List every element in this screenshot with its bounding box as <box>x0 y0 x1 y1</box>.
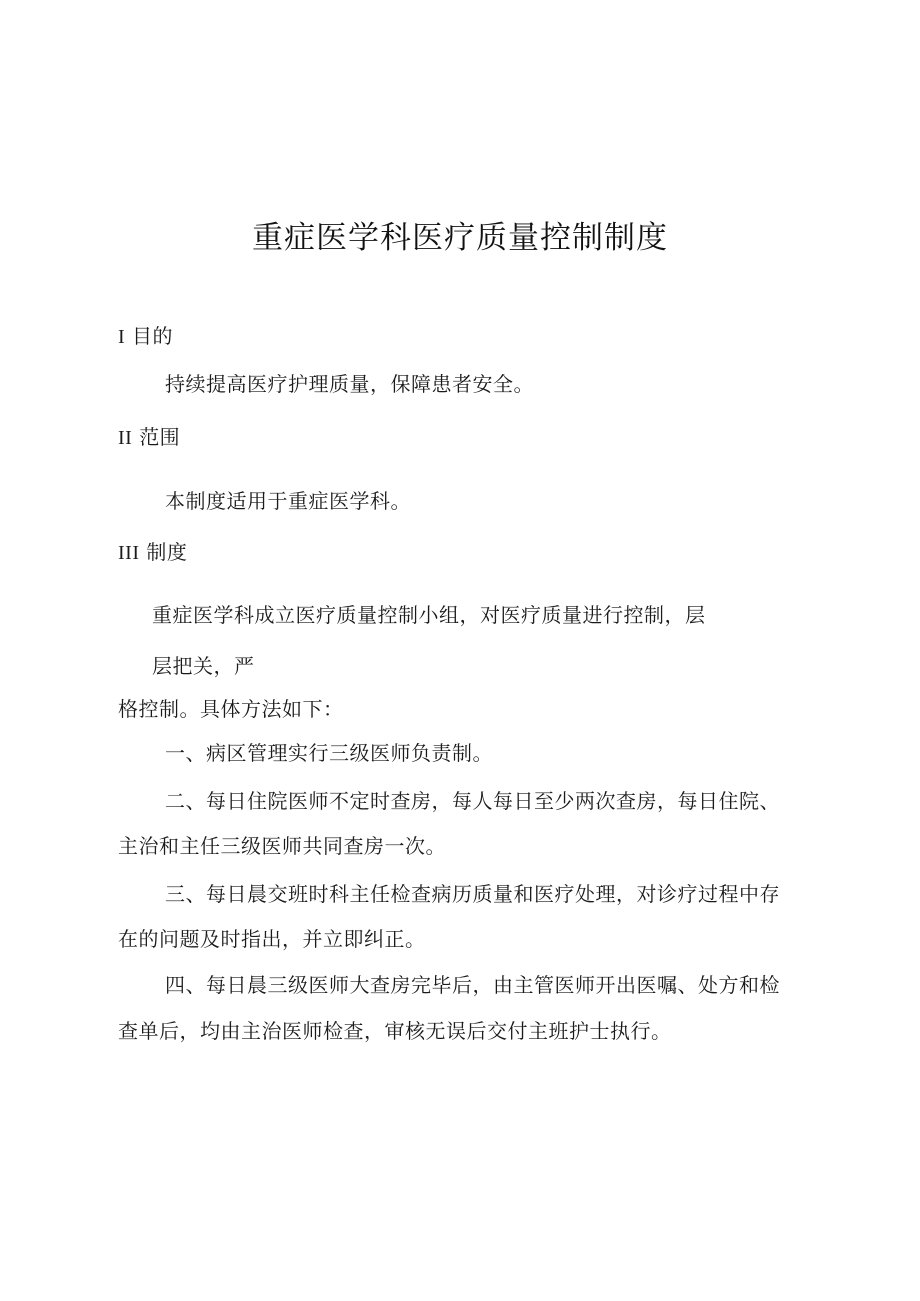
section-number: III <box>118 542 140 564</box>
policy-item-2: 二、每日住院医师不定时查房，每人每日至少两次查房，每日住院、 <box>165 789 780 813</box>
section-heading-policy <box>118 540 187 565</box>
section-body-scope: 本制度适用于重症医学科。 <box>165 489 411 513</box>
section-heading-scope <box>118 425 180 450</box>
policy-item-2-continued: 主治和主任三级医师共同查房一次。 <box>118 834 446 858</box>
document-title: 重症医学科医疗质量控制制度 <box>252 220 668 256</box>
section-heading-text: 范围 <box>139 425 181 449</box>
section-heading-text: 制度 <box>146 540 188 564</box>
policy-intro-line: 格控制。具体方法如下： <box>118 697 344 721</box>
policy-intro-line: 重症医学科成立医疗质量控制小组，对医疗质量进行控制，层 <box>152 603 706 627</box>
section-number: II <box>118 427 133 449</box>
policy-item-3-continued: 在的问题及时指出，并立即纠正。 <box>118 927 426 951</box>
section-number: I <box>118 326 126 348</box>
policy-item-4-continued: 查单后，均由主治医师检查，审核无误后交付主班护士执行。 <box>118 1019 672 1043</box>
section-heading-purpose <box>118 324 173 349</box>
policy-item-1: 一、病区管理实行三级医师负责制。 <box>165 741 493 765</box>
policy-item-4: 四、每日晨三级医师大查房完毕后，由主管医师开出医嘱、处方和检 <box>165 973 780 997</box>
policy-item-3: 三、每日晨交班时科主任检查病历质量和医疗处理，对诊疗过程中存 <box>165 882 780 906</box>
section-heading-text: 目的 <box>132 324 174 348</box>
policy-intro-line: 层把关，严 <box>152 654 255 678</box>
section-body-purpose: 持续提高医疗护理质量，保障患者安全。 <box>165 372 534 396</box>
